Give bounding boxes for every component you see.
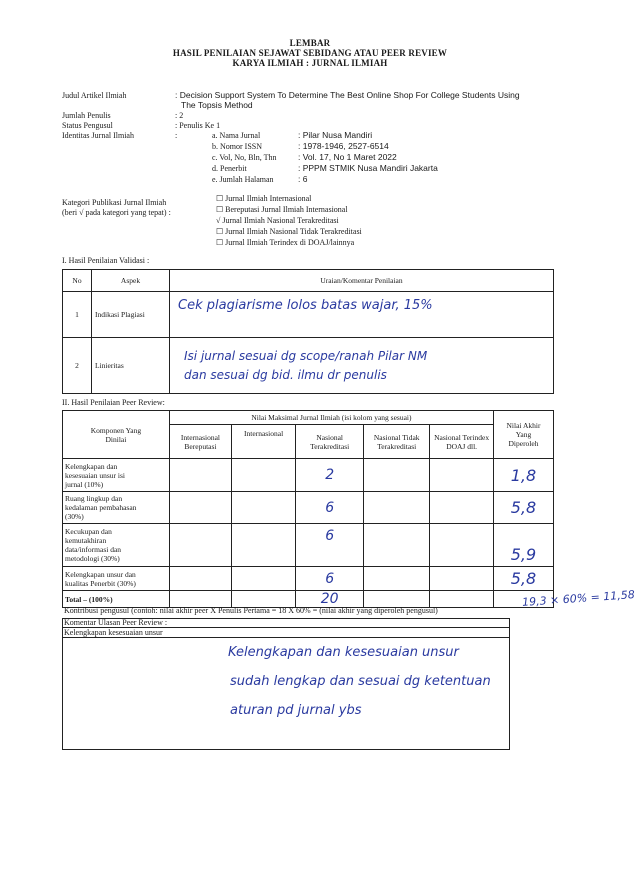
- kategori-option-2: [216, 205, 348, 214]
- komentar-heading: Komentar Ulasan Peer Review :: [64, 618, 168, 627]
- kategori-option-text: Jurnal Ilmiah Terindex di DOAJ/lainnya: [225, 238, 355, 247]
- jumlah-label: Jumlah Penulis: [62, 111, 111, 120]
- kategori-option-1: [216, 194, 311, 203]
- peer-table: [62, 410, 554, 608]
- status-label: Status Pengusul: [62, 121, 113, 130]
- identitas-label: Identitas Jurnal Ilmiah: [62, 131, 134, 140]
- table-row: [63, 524, 554, 567]
- akhir-value: 5,8: [510, 569, 537, 588]
- table-row: [63, 492, 554, 524]
- table-row: [63, 292, 554, 338]
- judul-label: Judul Artikel Ilmiah: [62, 91, 127, 100]
- field-label-halaman: e. Jumlah Halaman: [212, 175, 274, 184]
- col-uraian: Uraian/Komentar Penilaian: [170, 270, 554, 292]
- jumlah-value: : 2: [175, 111, 184, 120]
- subcol-nasional-terindex: Nasional Terindex DOAJ dll.: [430, 425, 494, 459]
- komentar-line-2: sudah lengkap dan sesuai dg ketentuan: [230, 674, 491, 689]
- row-aspek: Linieritas: [92, 338, 170, 394]
- kategori-label-2: (beri √ pada kategori yang tepat) :: [62, 208, 171, 217]
- col-aspek: Aspek: [92, 270, 170, 292]
- checkbox-empty-icon: ☐: [216, 227, 224, 236]
- row-aspek: Indikasi Plagiasi: [92, 292, 170, 338]
- akhir-value: 5,8: [510, 498, 537, 517]
- col-nilai-akhir-line: Diperoleh: [508, 439, 539, 448]
- col-komponen: [63, 411, 170, 459]
- komentar-plagiasi: Cek plagiarisme lolos batas wajar, 15%: [178, 298, 433, 313]
- komentar-line-1: Kelengkapan dan kesesuaian unsur: [228, 645, 459, 660]
- checkbox-empty-icon: ☐: [216, 205, 224, 214]
- field-label-nama: a. Nama Jurnal: [212, 131, 261, 140]
- kategori-option-text: Jurnal Ilmiah Nasional Terakreditasi: [222, 216, 339, 225]
- komentar-linieritas-2: dan sesuai dg bid. ilmu dr penulis: [184, 367, 387, 382]
- nasional-value: 6: [325, 528, 335, 544]
- kontribusi-text: Kontribusi pengusul (contoh: nilai akhir peer X Penulis Pertama = 18 X 60% = (nilai akhir yang diperoleh pengusul): [64, 606, 438, 615]
- komentar-line-3: aturan pd jurnal ybs: [230, 703, 362, 718]
- col-no: No: [63, 270, 92, 292]
- subcol-internasional: Internasional: [232, 425, 296, 459]
- col-nilai-akhir-line: Yang: [515, 430, 532, 439]
- kategori-option-5: [216, 238, 354, 247]
- field-value-penerbit: : PPPM STMIK Nusa Mandiri Jakarta: [298, 163, 438, 173]
- status-value: : Penulis Ke 1: [175, 121, 221, 130]
- col-nilai-akhir: [493, 411, 553, 459]
- kategori-option-text: Jurnal Ilmiah Internasional: [225, 194, 312, 203]
- field-label-penerbit: d. Penerbit: [212, 164, 247, 173]
- kategori-label-1: Kategori Publikasi Jurnal Ilmiah: [62, 198, 167, 207]
- akhir-value: 5,9: [510, 545, 537, 564]
- komentar-linieritas-1: Isi jurnal sesuai dg scope/ranah Pilar NM: [184, 348, 428, 363]
- header-line-1: LEMBAR: [289, 38, 331, 48]
- nasional-value: 6: [325, 570, 335, 587]
- table-row: [63, 567, 554, 591]
- table-row-total: [63, 591, 554, 608]
- table-row: [63, 338, 554, 394]
- peer-heading: II. Hasil Penilaian Peer Review:: [62, 398, 165, 407]
- judul-value-1: : Decision Support System To Determine The Best Online Shop For College Students Using: [175, 90, 520, 100]
- kategori-option-3: [216, 216, 339, 225]
- field-value-halaman: : 6: [298, 174, 308, 184]
- komentar-label: Kelengkapan kesesuaian unsur: [64, 628, 163, 637]
- komponen-cell: Kecukupan dan kemutakhiran data/informasi dan metodologi (30%): [63, 524, 170, 567]
- checkbox-empty-icon: ☐: [216, 238, 224, 247]
- field-value-issn: : 1978-1946, 2527-6514: [298, 141, 389, 151]
- col-komponen-line: Komponen Yang: [90, 425, 142, 435]
- komponen-cell: Kelengkapan dan kesesuaian unsur isi jurnal (10%): [63, 459, 170, 492]
- col-komponen-line: Dinilai: [105, 434, 127, 444]
- col-nilai-maks: Nilai Maksimal Jurnal Ilmiah (isi kolom yang sesuai): [169, 411, 493, 425]
- komponen-cell: Kelengkapan unsur dan kualitas Penerbit (30%): [63, 567, 170, 591]
- row-no: 2: [63, 338, 92, 394]
- akhir-value: 1,8: [510, 465, 537, 485]
- table-row: [63, 459, 554, 492]
- field-label-vol: c. Vol, No, Bln, Thn: [212, 153, 277, 162]
- judul-value-2: The Topsis Method: [181, 100, 253, 110]
- total-label: Total – (100%): [63, 591, 170, 608]
- total-computation: 19,3 × 60% = 11,58: [521, 588, 635, 609]
- header-line-2: HASIL PENILAIAN SEJAWAT SEBIDANG ATAU PEER REVIEW: [172, 48, 448, 58]
- field-value-vol: : Vol. 17, No 1 Maret 2022: [298, 152, 397, 162]
- subcol-nasional-tidak: Nasional Tidak Terakreditasi: [364, 425, 430, 459]
- validasi-table: [62, 269, 554, 394]
- col-nilai-akhir-line: Nilai Akhir: [506, 421, 541, 430]
- total-nasional: 20: [320, 591, 339, 607]
- field-label-issn: b. Nomor ISSN: [212, 142, 263, 151]
- header-line-3: KARYA ILMIAH : JURNAL ILMIAH: [232, 58, 388, 68]
- subcol-internasional-bereputasi: Internasional Bereputasi: [169, 425, 231, 459]
- kategori-option-text: Jurnal Ilmiah Nasional Tidak Terakreditasi: [225, 227, 362, 236]
- komponen-cell: Ruang lingkup dan kedalaman pembahasan (30%): [63, 492, 170, 524]
- checkbox-empty-icon: ☐: [216, 194, 224, 203]
- kategori-option-text: Bereputasi Jurnal Ilmiah Internasional: [225, 205, 348, 214]
- subcol-nasional-terakreditasi: Nasional Terakreditasi: [296, 425, 364, 459]
- nasional-value: 6: [325, 499, 335, 516]
- checkmark-icon: √: [216, 216, 221, 225]
- row-no: 1: [63, 292, 92, 338]
- komentar-divider: [62, 637, 510, 638]
- kategori-option-4: [216, 227, 362, 236]
- nasional-value: 2: [325, 467, 335, 483]
- identitas-colon: :: [175, 131, 178, 140]
- validasi-heading: I. Hasil Penilaian Validasi :: [62, 256, 150, 265]
- field-value-nama: : Pilar Nusa Mandiri: [298, 130, 373, 140]
